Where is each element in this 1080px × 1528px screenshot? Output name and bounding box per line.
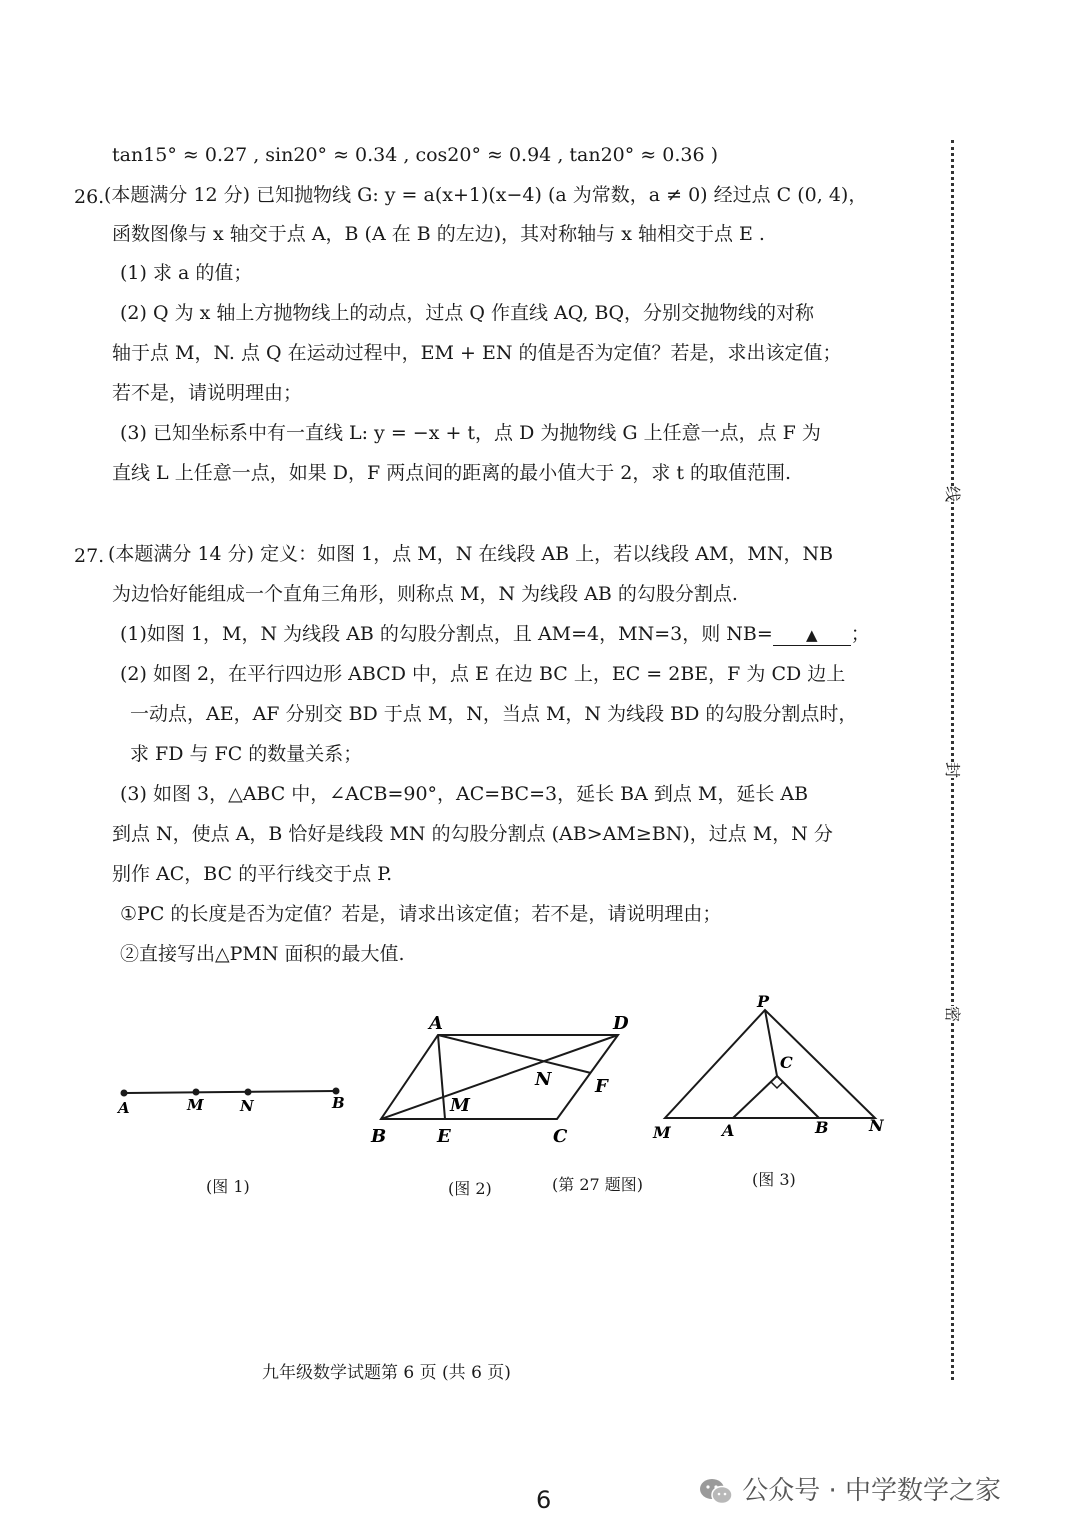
- label-n: N: [869, 1116, 884, 1135]
- caption-figure-3: (图 3): [752, 1170, 796, 1189]
- label-b: B: [815, 1118, 829, 1137]
- point-n: [245, 1089, 252, 1096]
- label-d: D: [613, 1013, 629, 1034]
- question-27-part-1-text: (1)如图 1，M，N 为线段 AB 的勾股分割点，且 AM=4，MN=3，则 NB=: [120, 623, 773, 645]
- figure-2: [365, 1005, 645, 1155]
- figure-1: [110, 1075, 360, 1125]
- question-26-part-1: (1) 求 a 的值；: [120, 262, 253, 284]
- page-footer: 九年级数学试题第 6 页 (共 6 页): [262, 1363, 511, 1383]
- question-26-part-2: (2) Q 为 x 轴上方抛物线上的动点，过点 Q 作直线 AQ, BQ，分别交抛物线的对称: [120, 302, 815, 324]
- text-line-trig-values: tan15° ≈ 0.27 , sin20° ≈ 0.34 , cos20° ≈ 0.94 , tan20° ≈ 0.36 ): [112, 144, 719, 166]
- label-e: E: [437, 1126, 451, 1147]
- label-n: N: [535, 1069, 552, 1090]
- segment-ae: [438, 1035, 445, 1119]
- caption-question-27-figures: (第 27 题图): [552, 1175, 644, 1194]
- question-26-line-6: 若不是，请说明理由；: [112, 382, 303, 404]
- figure-3: [645, 990, 895, 1145]
- binding-dotted-line: [951, 140, 954, 1380]
- question-27-number: 27.: [74, 545, 105, 567]
- question-27-line-6: 求 FD 与 FC 的数量关系；: [130, 743, 363, 765]
- label-a: A: [429, 1013, 443, 1034]
- wechat-icon: [698, 1477, 734, 1507]
- segment-af: [438, 1035, 591, 1073]
- watermark-text: 公众号 · 中学数学之家: [742, 1476, 1002, 1506]
- question-26-part-3: (3) 已知坐标系中有一直线 L: y = −x + t，点 D 为抛物线 G 上任意一点，点 F 为: [120, 422, 821, 444]
- label-c: C: [553, 1126, 568, 1147]
- segment-ac: [733, 1076, 777, 1118]
- label-m: M: [450, 1095, 470, 1116]
- question-27-part-2: (2) 如图 2，在平行四边形 ABCD 中，点 E 在边 BC 上，EC = 2BE，F 为 CD 边上: [120, 663, 846, 685]
- binding-char-feng: 封: [943, 761, 963, 779]
- answer-blank: ▲: [773, 625, 851, 646]
- page-number: 6: [536, 1486, 552, 1514]
- question-27-part-1: [120, 621, 870, 647]
- question-26-line-2: 函数图像与 x 轴交于点 A，B (A 在 B 的左边)，其对称轴与 x 轴相交于点 E .: [112, 223, 765, 245]
- triangle-pmn: [665, 1010, 875, 1118]
- watermark: [698, 1470, 1001, 1507]
- question-27-line-5: 一动点，AE，AF 分别交 BD 于点 M，N，当点 M，N 为线段 BD 的勾股分割点时，: [130, 703, 858, 725]
- label-n: N: [240, 1097, 254, 1115]
- question-27-line-8: 到点 N，使点 A，B 恰好是线段 MN 的勾股分割点 (AB>AM≥BN)，过点 M，N 分: [112, 823, 833, 845]
- label-m: M: [187, 1096, 204, 1114]
- binding-char-mi: 密: [943, 1005, 963, 1023]
- label-c: C: [780, 1053, 793, 1072]
- label-m: M: [653, 1123, 671, 1142]
- label-a: A: [118, 1099, 130, 1117]
- question-27-line-2: 为边恰好能组成一个直角三角形，则称点 M，N 为线段 AB 的勾股分割点.: [112, 583, 738, 605]
- question-27-part-3: (3) 如图 3，△ABC 中，∠ACB=90°，AC=BC=3，延长 BA 到点 M，延长 AB: [120, 783, 809, 805]
- label-b: B: [371, 1126, 387, 1147]
- question-26-number: 26.: [74, 186, 105, 208]
- segment-ab: [124, 1091, 336, 1093]
- question-26-line-8: 直线 L 上任意一点，如果 D，F 两点间的距离的最小值大于 2，求 t 的取值范围.: [112, 462, 792, 484]
- question-26-line-1: (本题满分 12 分) 已知抛物线 G: y = a(x+1)(x−4) (a 为常数，a ≠ 0) 经过点 C (0, 4)，: [104, 184, 868, 206]
- question-27-line-1: (本题满分 14 分) 定义：如图 1，点 M，N 在线段 AB 上，若以线段 AM，MN，NB: [108, 543, 834, 565]
- question-26-line-5: 轴于点 M，N. 点 Q 在运动过程中，EM + EN 的值是否为定值？若是，求出该定值；: [112, 342, 842, 364]
- question-27-line-9: 别作 AC，BC 的平行线交于点 P.: [112, 863, 393, 885]
- binding-char-xian: 线: [943, 485, 963, 503]
- caption-figure-2: (图 2): [448, 1179, 492, 1198]
- point-m: [193, 1089, 200, 1096]
- right-angle-mark: [771, 1082, 783, 1088]
- label-f: F: [595, 1076, 608, 1097]
- point-a: [121, 1090, 128, 1097]
- label-b: B: [332, 1094, 345, 1112]
- question-27-sub-2: ②直接写出△PMN 面积的最大值.: [120, 943, 405, 965]
- label-p: P: [757, 992, 770, 1011]
- caption-figure-1: (图 1): [206, 1177, 250, 1196]
- question-27-part-1-end: ；: [850, 623, 870, 645]
- diagonal-bd: [381, 1035, 618, 1119]
- question-27-sub-1: ①PC 的长度是否为定值？若是，请求出该定值；若不是，请说明理由；: [120, 903, 722, 925]
- label-a: A: [722, 1121, 735, 1140]
